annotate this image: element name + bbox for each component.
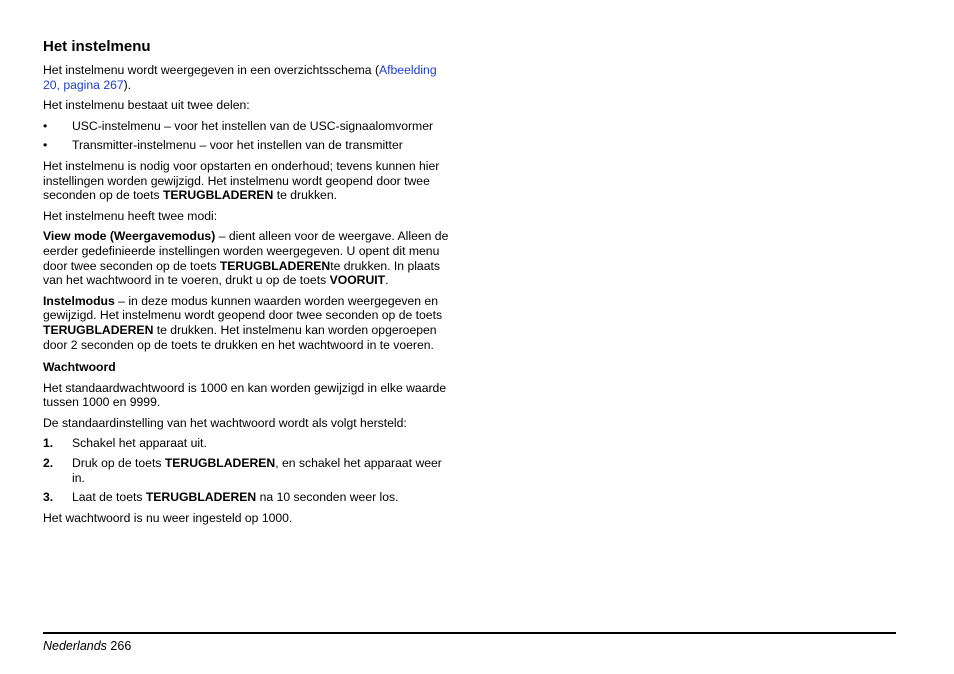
usage-end: te drukken. — [273, 188, 337, 203]
step-text: , en schakel het apparaat weer in. — [72, 456, 442, 485]
password-heading: Wachtwoord — [43, 360, 116, 375]
step-number: 2. — [43, 456, 54, 471]
instel-mode-label: Instelmodus — [43, 293, 115, 308]
instel-mode-paragraph — [43, 294, 455, 352]
figure-link[interactable]: Afbeelding 20, pagina 267 — [43, 63, 437, 92]
page-number: 266 — [110, 639, 132, 653]
bullet-symbol: • — [43, 138, 48, 153]
footer-divider — [43, 632, 896, 634]
step-item — [43, 436, 455, 451]
reset-intro: De standaardinstelling van het wachtwoord wordt als volgt hersteld: — [43, 415, 407, 430]
intro-end: ). — [123, 77, 132, 92]
step-number: 3. — [43, 490, 54, 505]
usage-text: Het instelmenu is nodig voor opstarten en onderhoud; tevens kunnen hier instellingen worden gewijzigd. Het instelmenu wordt geopend door twee seconden op de toets — [43, 158, 440, 203]
list-item — [43, 138, 455, 153]
intro-text: Het instelmenu wordt weergegeven in een overzichtsschema ( — [43, 63, 380, 77]
list-item — [43, 119, 455, 134]
key-name: TERUGBLADEREN — [219, 258, 331, 273]
modes-intro: Het instelmenu heeft twee modi: — [43, 208, 218, 223]
view-mode-text: te drukken. In plaats van het wachtwoord in te voeren, drukt u op de toets — [43, 258, 440, 288]
intro-paragraph — [43, 63, 455, 92]
view-mode-paragraph — [43, 229, 455, 287]
step-number: 1. — [43, 436, 54, 451]
bullet-symbol: • — [43, 118, 48, 133]
footer-language: Nederlands — [43, 639, 107, 653]
step-text: Schakel het apparaat uit. — [72, 436, 207, 451]
key-name: TERUGBLADEREN — [145, 490, 257, 505]
key-name: TERUGBLADEREN — [164, 456, 276, 471]
step-text: Laat de toets — [72, 490, 146, 505]
section-heading: Het instelmenu — [43, 38, 151, 55]
document-body — [43, 38, 455, 531]
step-text: na 10 seconden weer los. — [256, 490, 399, 505]
view-mode-label: View mode (Weergavemodus) — [43, 229, 216, 244]
instel-mode-text: te drukken. Het instelmenu kan worden opgeroepen door 2 seconden op de toets te drukken en het wachtwoord in te voeren. — [43, 322, 437, 352]
key-name: TERUGBLADEREN — [162, 188, 274, 203]
key-name: VOORUIT — [329, 273, 386, 288]
parts-intro: Het instelmenu bestaat uit twee delen: — [43, 98, 250, 113]
password-paragraph: Het standaardwachtwoord is 1000 en kan worden gewijzigd in elke waarde tussen 1000 en 9999. — [43, 380, 447, 410]
step-item — [43, 456, 455, 485]
step-item — [43, 490, 455, 505]
list-item-text: USC-instelmenu – voor het instellen van de USC-signaalomvormer — [72, 118, 434, 133]
parts-list — [43, 119, 455, 153]
closing-paragraph: Het wachtwoord is nu weer ingesteld op 1000. — [43, 510, 293, 525]
view-mode-end: . — [385, 273, 389, 288]
key-name: TERUGBLADEREN — [43, 322, 154, 337]
view-mode-text: – dient alleen voor de weergave. Alleen de eerder gedefinieerde instellingen worden weergegeven. U opent dit menu door twee seconden op de toets — [43, 229, 449, 273]
steps-list — [43, 436, 455, 504]
usage-paragraph — [43, 159, 455, 203]
instel-mode-text: – in deze modus kunnen waarden worden weergegeven en gewijzigd. Het instelmenu wordt geopend door twee seconden op de toets — [43, 293, 443, 323]
step-text: Druk op de toets — [72, 456, 165, 471]
list-item-text: Transmitter-instelmenu – voor het instellen van de transmitter — [72, 138, 403, 153]
page-footer — [43, 639, 131, 654]
